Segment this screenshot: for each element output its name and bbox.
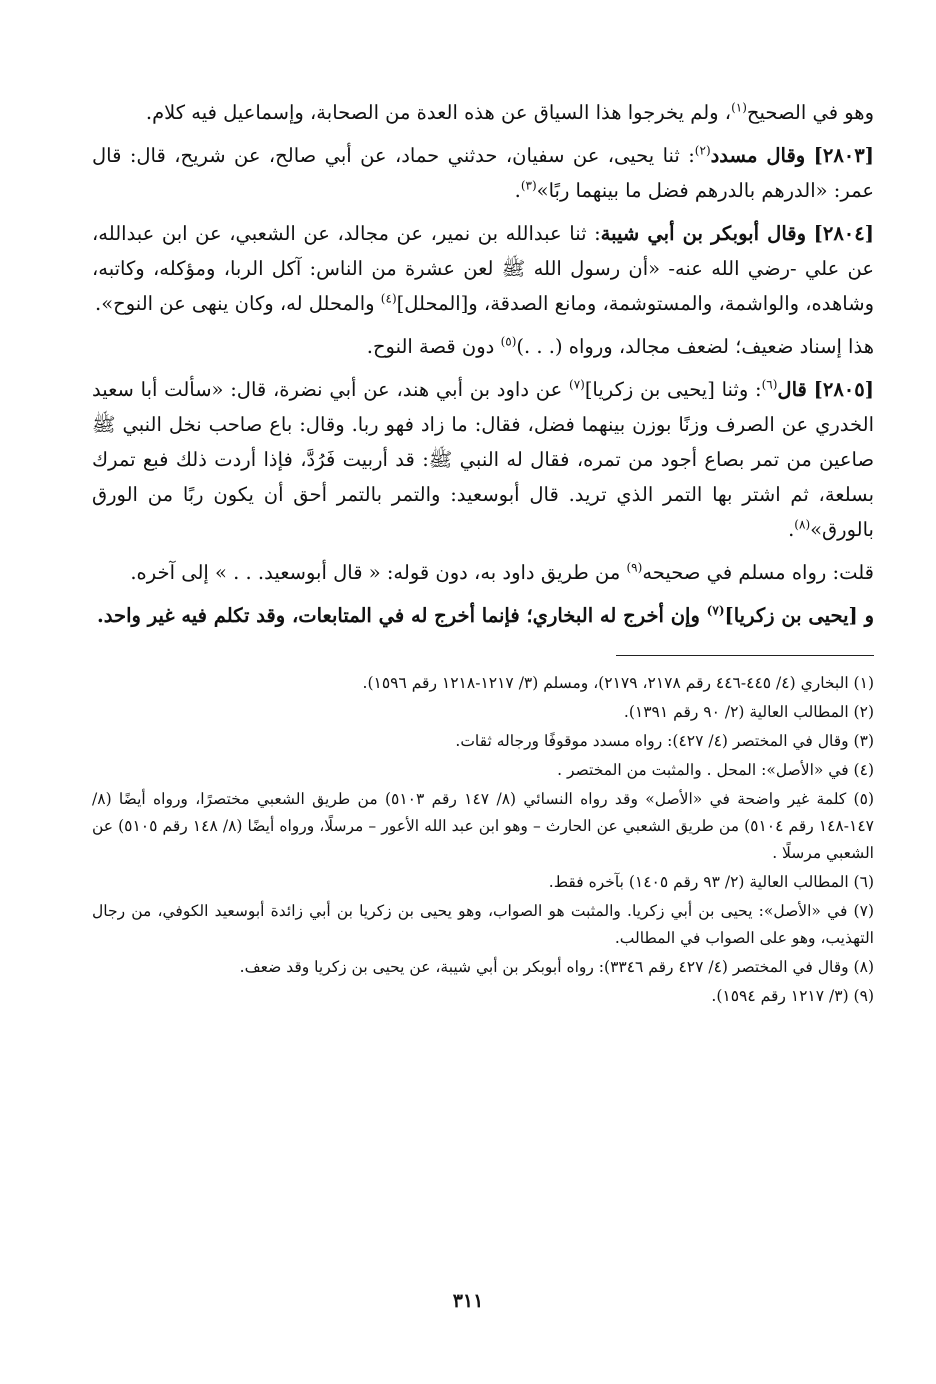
footnote-ref[interactable]: (٧) bbox=[706, 603, 725, 618]
footnote-7: (٧) في «الأصل»: يحيى بن أبي زكريا. والمثبت هو الصواب، وهو يحيى بن زكريا بن أبي زائدة أبوسعيد الكوفي، من رجال التهذيب، وهو على الصواب في المطالب. bbox=[92, 902, 874, 947]
footnotes bbox=[92, 670, 874, 1010]
page-number: ٣١١ bbox=[452, 1290, 484, 1312]
footnote-ref[interactable]: (٧) bbox=[569, 377, 585, 392]
commentary-yahya: و [يحيى بن زكريا]$^{(٧)}$ وإن أخرج له البخاري؛ فإنما أخرج له في المتابعات، وقد تكلم فيه غير واحد. bbox=[97, 603, 874, 627]
footnote-3: (٣) وقال في المختصر (٤/ ٤٢٧): رواه مسدد موقوفًا ورجاله ثقات. bbox=[455, 732, 874, 750]
footnote-ref[interactable]: (٨) bbox=[794, 517, 811, 532]
narrator-heading: قال bbox=[777, 378, 807, 401]
footnote-2: (٢) المطالب العالية (٢/ ٩٠ رقم ١٣٩١). bbox=[623, 703, 874, 721]
footnote-8: (٨) وقال في المختصر (٤/ ٤٢٧ رقم ٣٣٤٦): رواه أبوبكر بن أبي شيبة، عن يحيى بن زكريا وقد ضعف. bbox=[239, 958, 874, 976]
footnote-ref[interactable]: (٦) bbox=[761, 377, 778, 392]
commentary-muslim: قلت: رواه مسلم في صحيحه$^{(٩)}$ من طريق داود به، دون قوله: « قال أبوسعيد. . . » إلى آخره. bbox=[130, 560, 874, 584]
hadith-number: [٢٨٠٤] bbox=[813, 222, 874, 245]
hadith-2804: [٢٨٠٤] وقال أبوبكر بن أبي شيبة: ثنا عبدالله بن نمير، عن مجالد، عن الشعبي، عن ابن عبدالله، عن علي -رضي الله عنه- «أن رسول الله ﷺ لعن عشرة من الناس: آكل الربا، ومؤكله، وكاتبه، وشاهده، والواشمة، والمستوشمة، ومانع الصدقة، و[المحلل]$^{(٤)}$ والمحلل له، وكان ينهى عن النوح». bbox=[92, 222, 874, 315]
commentary-isnad: هذا إسناد ضعيف؛ لضعف مجالد، ورواه (. . .)$^{(٥)}$ دون قصة النوح. bbox=[366, 334, 874, 358]
footnote-ref[interactable]: (٥) bbox=[500, 334, 517, 349]
narrator-heading: وقال مسدد bbox=[710, 144, 806, 167]
footnote-ref[interactable]: (٩) bbox=[626, 560, 643, 575]
footnote-ref[interactable]: (٢) bbox=[694, 143, 711, 158]
hadith-2803: [٢٨٠٣] وقال مسدد$^{(٢)}$: ثنا يحيى، عن سفيان، حدثني حماد، عن أبي صالح، عن شريح، قال: قال عمر: «الدرهم بالدرهم فضل ما بينهما ربًا»$^{(٣)}$. bbox=[92, 143, 874, 202]
footnote-1: (١) البخاري (٤/ ٤٤٥-٤٤٦ رقم ٢١٧٨، ٢١٧٩)، ومسلم (٣/ ١٢١٧-١٢١٨ رقم ١٥٩٦). bbox=[362, 674, 874, 692]
hadith-2805: [٢٨٠٥] قال$^{(٦)}$: وثنا [يحيى بن زكريا]$^{(٧)}$ عن داود بن أبي هند، عن أبي نضرة، قال: «سألت أبا سعيد الخدري عن الصرف وزنًا بوزن بينهما فضل، فقال: ما زاد فهو ربا. وقال: باع صاحب نخل النبي ﷺ صاعين من تمر بصاع أجود من تمره، فقال له النبي ﷺ: قد أربيت فَرُدَّ، فإذا أردت ذلك فبع تمرك بسلعة، ثم اشتر بها التمر الذي تريد. قال أبوسعيد: والتمر بالتمر أحق أن يكون ربًا من الورق بالورق»$^{(٨)}$. bbox=[92, 377, 874, 541]
footnote-6: (٦) المطالب العالية (٢/ ٩٣ رقم ١٤٠٥) بآخره فقط. bbox=[548, 873, 874, 891]
hadith-number: [٢٨٠٥] bbox=[813, 378, 874, 401]
footnote-4: (٤) في «الأصل»: المحل . والمثبت من المختصر . bbox=[557, 761, 874, 779]
paragraph-intro: وهو في الصحيح$^{(١)}$، ولم يخرجوا هذا السياق عن هذه العدة من الصحابة، وإسماعيل فيه كلام. bbox=[145, 100, 874, 124]
footnote-divider bbox=[616, 655, 874, 656]
footnote-ref[interactable]: (٣) bbox=[520, 178, 537, 193]
main-text bbox=[92, 95, 874, 633]
hadith-number: [٢٨٠٣] bbox=[813, 144, 874, 167]
narrator-heading: وقال أبوبكر بن أبي شيبة bbox=[600, 222, 807, 245]
footnote-5: (٥) كلمة غير واضحة في «الأصل» وقد رواه النسائي (٨/ ١٤٧ رقم ٥١٠٣) من طريق الشعبي مختصرًا، ورواه أيضًا (٨/ ١٤٧-١٤٨ رقم ٥١٠٤) من طريق الشعبي عن الحارث – وهو ابن عبد الله الأعور – مرسلًا، ورواه أيضًا (٨/ ١٤٨ رقم ٥١٠٥) عن الشعبي مرسلًا . bbox=[92, 790, 874, 862]
footnote-ref[interactable]: (٤) bbox=[380, 291, 397, 306]
footnote-9: (٩) (٣/ ١٢١٧ رقم ١٥٩٤). bbox=[711, 987, 874, 1005]
footnote-ref[interactable]: (١) bbox=[731, 100, 747, 115]
book-page bbox=[92, 95, 874, 1012]
